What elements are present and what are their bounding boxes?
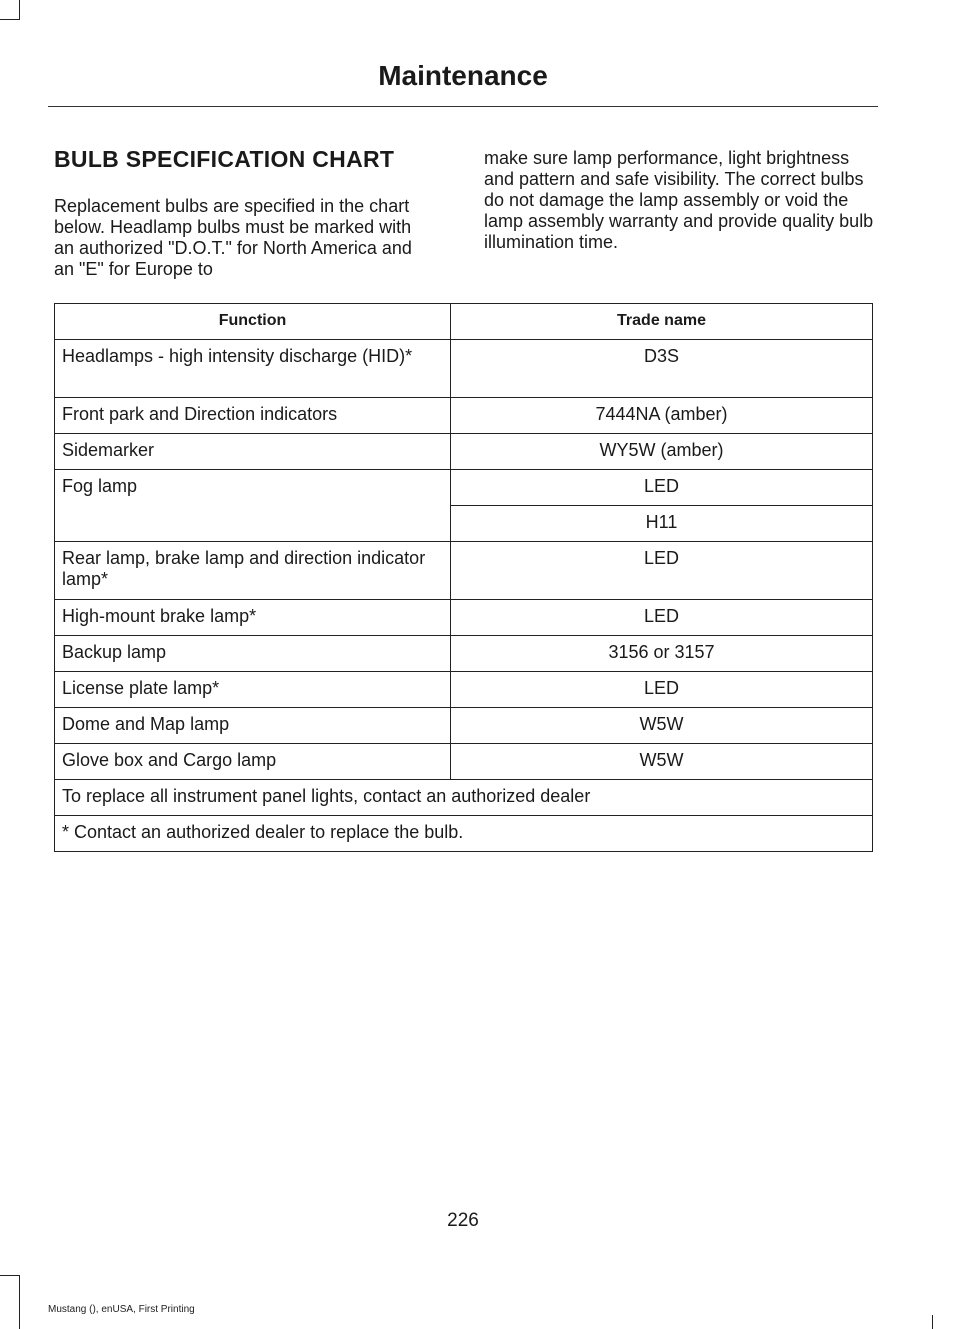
function-cell: Fog lamp [55,470,451,542]
table-header-row [55,304,873,340]
trade-name-cell: W5W [451,708,873,744]
function-cell: Dome and Map lamp [55,708,451,744]
trade-name-cell: H11 [451,506,873,542]
table-row [55,434,873,470]
trade-name-cell: LED [451,470,873,506]
function-cell: Headlamps - high intensity discharge (HID)* [55,340,451,398]
table-row [55,470,873,506]
crop-mark [0,1275,20,1276]
trade-name-cell: 7444NA (amber) [451,398,873,434]
function-cell: Rear lamp, brake lamp and direction indicator lamp* [55,542,451,600]
section-heading: BULB SPECIFICATION CHART [54,146,395,172]
crop-mark [932,1315,933,1329]
table-row [55,744,873,780]
table-row [55,542,873,600]
trade-name-cell: WY5W (amber) [451,434,873,470]
footer-edition-text: Mustang (), enUSA, First Printing [48,1304,195,1315]
table-row [55,636,873,672]
table-row [55,340,873,398]
crop-mark [19,0,20,20]
page-title: Maintenance [378,60,548,91]
table-row [55,398,873,434]
function-cell: High-mount brake lamp* [55,600,451,636]
column-header-function: Function [55,304,451,340]
function-cell: Glove box and Cargo lamp [55,744,451,780]
function-cell: Front park and Direction indicators [55,398,451,434]
function-cell: Backup lamp [55,636,451,672]
bulb-spec-table [54,303,873,852]
trade-name-cell: LED [451,542,873,600]
table-row [55,708,873,744]
column-header-trade-name: Trade name [451,304,873,340]
function-cell: License plate lamp* [55,672,451,708]
page-number: 226 [447,1210,479,1231]
intro-paragraph-right: make sure lamp performance, light brightness and pattern and safe visibility. The correct bulbs do not damage the lamp assembly or void the lamp assembly warranty and provide quality bulb illumination time. [484,148,874,252]
function-cell: Sidemarker [55,434,451,470]
instrument-panel-note: To replace all instrument panel lights, contact an authorized dealer [55,780,873,816]
trade-name-cell: W5W [451,744,873,780]
trade-name-cell: 3156 or 3157 [451,636,873,672]
header-divider [48,106,878,107]
crop-mark [0,19,20,20]
trade-name-cell: LED [451,672,873,708]
trade-name-cell: LED [451,600,873,636]
trade-name-cell: D3S [451,340,873,398]
table-note-row [55,780,873,816]
table-row [55,672,873,708]
table-note-row [55,816,873,852]
crop-mark [19,1275,20,1329]
dealer-footnote: * Contact an authorized dealer to replace the bulb. [55,816,873,852]
intro-paragraph-left: Replacement bulbs are specified in the chart below. Headlamp bulbs must be marked with an authorized "D.O.T." for North America and an "E" for Europe to [54,196,412,279]
table-row [55,600,873,636]
